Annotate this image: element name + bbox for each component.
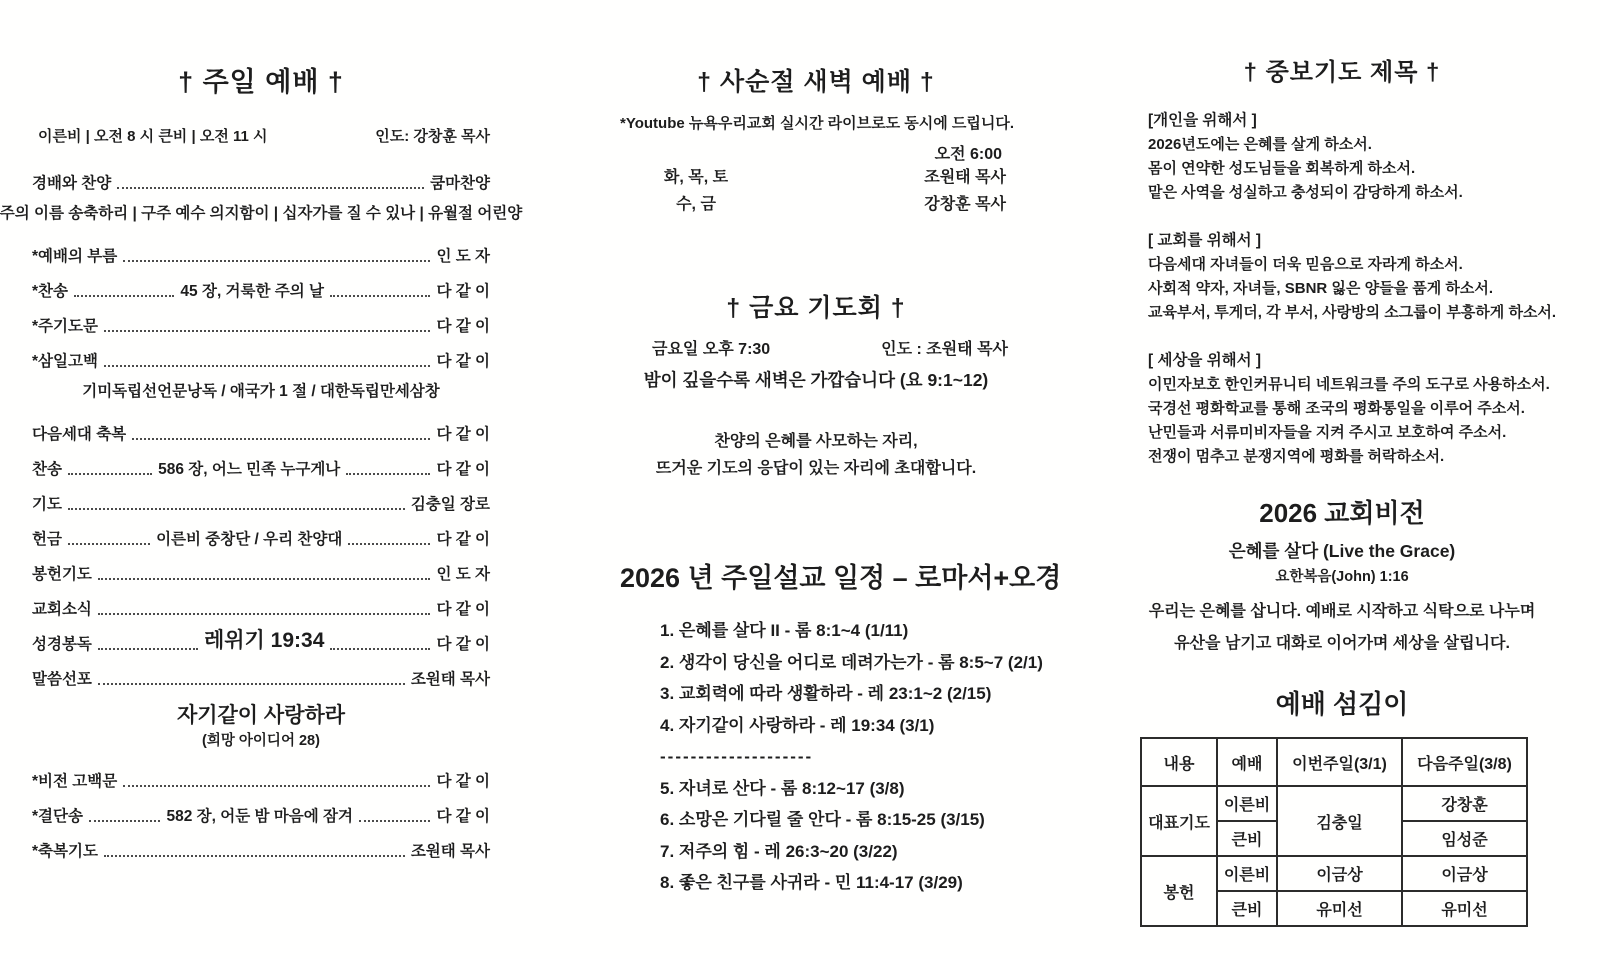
dotted-leader bbox=[123, 260, 430, 262]
sermon-item: 6. 소망은 기다릴 줄 안다 - 롬 8:15-25 (3/15) bbox=[660, 810, 985, 829]
dotted-leader bbox=[104, 330, 431, 332]
order-item bbox=[32, 409, 490, 444]
order-item-label: 성경봉독 bbox=[32, 636, 92, 653]
order-item-assignee: 다 같 이 bbox=[436, 426, 490, 443]
prayer-groups bbox=[1140, 109, 1557, 469]
worship-servers-section bbox=[1140, 684, 1544, 927]
cell-main-service: 큰비 bbox=[1217, 891, 1277, 926]
intercessory-prayer-section bbox=[1140, 52, 1557, 469]
sermon-item: 8. 좋은 친구를 사귀라 - 민 11:4-17 (3/29) bbox=[660, 873, 963, 892]
table-header-next-week: 다음주일(3/8) bbox=[1402, 738, 1527, 786]
friday-invite-line: 찬양의 은혜를 사모하는 자리, bbox=[714, 433, 918, 450]
order-item bbox=[32, 584, 490, 619]
table-header-content: 내용 bbox=[1141, 738, 1217, 786]
dotted-leader bbox=[89, 820, 161, 822]
dotted-leader bbox=[68, 473, 152, 475]
dotted-leader bbox=[132, 438, 430, 440]
sermon-schedule-title: 2026 년 주일설교 일정 – 로마서+오경 bbox=[620, 563, 1062, 593]
prayer-group bbox=[1140, 109, 1544, 205]
sermon-list bbox=[660, 615, 1043, 899]
order-item-assignee: 다 같 이 bbox=[436, 353, 490, 370]
church-vision-section bbox=[1140, 493, 1544, 660]
dawn-service-time: 오전 6:00 bbox=[934, 146, 1002, 163]
order-note: 기미독립선언문낭독 / 애국가 1 절 / 대한독립만세삼창 bbox=[82, 383, 440, 400]
order-item-assignee: 쿰마찬양 bbox=[430, 175, 490, 192]
order-item bbox=[32, 654, 490, 689]
sunday-worship-title: † 주일 예배 † bbox=[178, 67, 344, 97]
vision-line: 우리는 은혜를 삽니다. 예배로 시작하고 식탁으로 나누며 bbox=[1148, 603, 1536, 620]
cell-offering-label: 봉헌 bbox=[1141, 856, 1217, 926]
prayer-group-heading: [ 교회를 위해서 ] bbox=[1148, 232, 1262, 249]
prayer-group bbox=[1140, 349, 1550, 469]
prayer-line: 국경선 평화학교를 통해 조국의 평화통일을 이루어 주소서. bbox=[1148, 400, 1525, 417]
prayer-line: 사회적 약자, 자녀들, SBNR 잃은 양들을 품게 하소서. bbox=[1148, 280, 1493, 297]
table-header-row bbox=[1141, 738, 1527, 786]
order-item bbox=[32, 826, 490, 861]
dawn-schedule-row bbox=[620, 164, 1012, 191]
prayer-group-heading: [개인을 위해서 ] bbox=[1148, 112, 1257, 129]
order-item-assignee: 인 도 자 bbox=[436, 566, 490, 583]
cell-main-service: 큰비 bbox=[1217, 821, 1277, 856]
dawn-pastor: 강창훈 목사 bbox=[924, 196, 1006, 213]
friday-prayer-title: † 금요 기도회 † bbox=[726, 294, 906, 322]
order-item bbox=[32, 791, 490, 826]
dotted-leader bbox=[98, 648, 198, 650]
order-item-assignee: 다 같 이 bbox=[436, 773, 490, 790]
sermon-item: 2. 생각이 당신을 어디로 데려가는가 - 롬 8:5~7 (2/1) bbox=[660, 652, 1043, 672]
order-item-detail: 45 장, 거룩한 주의 날 bbox=[180, 283, 325, 300]
order-item bbox=[32, 619, 490, 654]
order-item-detail: 레위기 19:34 bbox=[203, 629, 325, 652]
dotted-leader bbox=[68, 543, 150, 545]
order-item bbox=[32, 549, 490, 584]
order-item-label: 교회소식 bbox=[32, 601, 92, 618]
cell-offering-next-main: 유미선 bbox=[1402, 891, 1527, 926]
order-item bbox=[32, 336, 490, 371]
dawn-schedule-row bbox=[620, 191, 1012, 218]
vision-line: 유산을 남기고 대화로 이어가며 세상을 살립니다. bbox=[1174, 635, 1510, 652]
order-item-assignee: 조원태 목사 bbox=[410, 843, 490, 860]
order-item-detail: 이른비 중창단 / 우리 찬양대 bbox=[156, 531, 343, 548]
dawn-pastor: 조원태 목사 bbox=[924, 169, 1006, 186]
cell-prayer-next-main: 임성준 bbox=[1402, 821, 1527, 856]
order-item-label: *비전 고백문 bbox=[32, 773, 118, 790]
order-item bbox=[32, 444, 490, 479]
vision-verse: 요한복음(John) 1:16 bbox=[1275, 569, 1409, 585]
table-row bbox=[1141, 786, 1527, 821]
order-item-assignee: 다 같 이 bbox=[436, 601, 490, 618]
dotted-leader bbox=[74, 295, 174, 297]
lent-dawn-service-section bbox=[620, 62, 1015, 218]
prayer-line: 몸이 연약한 성도님들을 회복하게 하소서. bbox=[1148, 160, 1416, 177]
service-times: 이른비 | 오전 8 시 큰비 | 오전 11 시 bbox=[38, 128, 268, 145]
cell-offering-next-early: 이금상 bbox=[1402, 856, 1527, 891]
order-item-label: 헌금 bbox=[32, 531, 62, 548]
order-item-detail: 582 장, 어둔 밤 마음에 잠겨 bbox=[166, 808, 353, 825]
order-item-label: 기도 bbox=[32, 496, 62, 513]
order-item-label: 찬송 bbox=[32, 461, 62, 478]
cell-prayer-this-week: 김충일 bbox=[1277, 786, 1402, 856]
servers-title: 예배 섬김이 bbox=[1275, 689, 1409, 719]
cell-early-service: 이른비 bbox=[1217, 856, 1277, 891]
sermon-item: 1. 은혜를 살다 II - 롬 8:1~4 (1/11) bbox=[660, 621, 909, 640]
friday-prayer-section bbox=[620, 288, 1012, 482]
sermon-item: 4. 자기같이 사랑하라 - 레 19:34 (3/1) bbox=[660, 715, 935, 735]
table-row bbox=[1141, 856, 1527, 891]
prayer-line: 이민자보호 한인커뮤니티 네트워크를 주의 도구로 사용하소서. bbox=[1148, 376, 1550, 393]
friday-leader: 인도 : 조원태 목사 bbox=[881, 341, 1008, 358]
order-item bbox=[32, 514, 490, 549]
servers-table bbox=[1140, 737, 1528, 927]
separator-dashes: -------------------- bbox=[660, 747, 814, 766]
table-header-service: 예배 bbox=[1217, 738, 1277, 786]
friday-time: 금요일 오후 7:30 bbox=[652, 341, 771, 358]
friday-theme: 밤이 깊을수록 새벽은 가깝습니다 (요 9:1~12) bbox=[643, 370, 989, 390]
dotted-leader bbox=[359, 820, 431, 822]
order-item-label: 봉헌기도 bbox=[32, 566, 92, 583]
order-item bbox=[32, 301, 490, 336]
prayer-line: 전쟁이 멈추고 분쟁지역에 평화를 허락하소서. bbox=[1148, 448, 1445, 465]
order-of-worship-list bbox=[0, 158, 523, 861]
dawn-schedule bbox=[620, 164, 1012, 218]
dotted-leader bbox=[68, 508, 405, 510]
friday-info-row bbox=[620, 336, 1012, 359]
dotted-leader bbox=[98, 578, 431, 580]
prayer-line: 2026년도에는 은혜를 살게 하소서. bbox=[1148, 136, 1372, 153]
dotted-leader bbox=[123, 785, 430, 787]
dotted-leader bbox=[330, 648, 430, 650]
service-info-row bbox=[38, 125, 490, 146]
sermon-title-heading: 자기같이 사랑하라 bbox=[176, 704, 346, 727]
dotted-leader bbox=[98, 683, 405, 685]
dotted-leader bbox=[330, 295, 430, 297]
order-item-assignee: 다 같 이 bbox=[436, 318, 490, 335]
order-item-assignee: 김충일 장로 bbox=[410, 496, 490, 513]
cell-early-service: 이른비 bbox=[1217, 786, 1277, 821]
order-item bbox=[32, 231, 490, 266]
order-item-detail: 586 장, 어느 민족 누구게나 bbox=[158, 461, 341, 478]
middle-column bbox=[620, 62, 1062, 899]
dotted-leader bbox=[117, 187, 424, 189]
service-leader: 인도: 강창훈 목사 bbox=[375, 128, 490, 145]
friday-invite-line: 뜨거운 기도의 응답이 있는 자리에 초대합니다. bbox=[655, 460, 977, 477]
vision-statement bbox=[1140, 596, 1544, 660]
dotted-leader bbox=[98, 613, 431, 615]
sermon-schedule-section bbox=[620, 556, 1062, 899]
order-item-assignee: 다 같 이 bbox=[436, 461, 490, 478]
dawn-days: 화, 목, 토 bbox=[663, 169, 729, 186]
order-item-label: 다음세대 축복 bbox=[32, 426, 127, 443]
order-note: 주의 이름 송축하리 | 구주 예수 의지함이 | 십자가를 질 수 있나 | 유월절 어린양 bbox=[0, 205, 523, 222]
order-item bbox=[32, 158, 490, 193]
order-item-assignee: 인 도 자 bbox=[436, 248, 490, 265]
cell-offering-this-main: 유미선 bbox=[1277, 891, 1402, 926]
order-item-label: *삼일고백 bbox=[32, 353, 98, 370]
order-item-assignee: 다 같 이 bbox=[436, 636, 491, 653]
order-item bbox=[32, 266, 490, 301]
order-item-assignee: 다 같 이 bbox=[436, 283, 490, 300]
youtube-live-note: *Youtube 뉴욕우리교회 실시간 라이브로도 동시에 드립니다. bbox=[620, 115, 1015, 132]
order-item-label: *주기도문 bbox=[32, 318, 98, 335]
dotted-leader bbox=[348, 543, 430, 545]
cell-prayer-next-early: 강창훈 bbox=[1402, 786, 1527, 821]
order-item-label: *예배의 부름 bbox=[32, 248, 118, 265]
prayer-line: 맡은 사역을 성실하고 충성되이 감당하게 하소서. bbox=[1148, 184, 1463, 201]
order-item-label: *찬송 bbox=[32, 283, 68, 300]
dawn-days: 수, 금 bbox=[676, 196, 716, 213]
prayer-line: 교육부서, 투게더, 각 부서, 사랑방의 소그룹이 부흥하게 하소서. bbox=[1148, 304, 1557, 321]
prayer-line: 난민들과 서류미비자들을 지켜 주시고 보호하여 주소서. bbox=[1148, 424, 1507, 441]
prayer-line: 다음세대 자녀들이 더욱 믿음으로 자라게 하소서. bbox=[1148, 256, 1463, 273]
order-item-assignee: 다 같 이 bbox=[436, 808, 490, 825]
prayer-group-heading: [ 세상을 위해서 ] bbox=[1148, 352, 1262, 369]
order-item bbox=[32, 479, 490, 514]
cell-prayer-label: 대표기도 bbox=[1141, 786, 1217, 856]
order-item-label: *결단송 bbox=[32, 808, 83, 825]
intercessory-prayer-title: † 중보기도 제목 † bbox=[1243, 59, 1441, 86]
sermon-item: 5. 자녀로 산다 - 롬 8:12~17 (3/8) bbox=[660, 778, 905, 798]
sermon-item: 3. 교회력에 따라 생활하라 - 레 23:1~2 (2/15) bbox=[660, 684, 992, 703]
dotted-leader bbox=[346, 473, 430, 475]
order-item-label: 경배와 찬양 bbox=[32, 175, 112, 192]
prayer-group bbox=[1140, 229, 1557, 325]
order-item-assignee: 조원태 목사 bbox=[410, 671, 490, 688]
table-header-this-week: 이번주일(3/1) bbox=[1277, 738, 1402, 786]
sermon-subtitle: (희망 아이디어 28) bbox=[202, 733, 320, 749]
order-item bbox=[32, 756, 490, 791]
vision-title: 2026 교회비전 bbox=[1259, 498, 1425, 528]
order-item-label: *축복기도 bbox=[32, 843, 98, 860]
cell-offering-this-early: 이금상 bbox=[1277, 856, 1402, 891]
order-item-label: 말씀선포 bbox=[32, 671, 92, 688]
dotted-leader bbox=[104, 365, 431, 367]
right-column bbox=[1140, 52, 1557, 927]
order-item-assignee: 다 같 이 bbox=[436, 531, 490, 548]
lent-dawn-service-title: † 사순절 새벽 예배 † bbox=[697, 68, 935, 96]
sunday-worship-section bbox=[0, 60, 523, 861]
vision-subtitle: 은혜를 살다 (Live the Grace) bbox=[1228, 541, 1456, 561]
dotted-leader bbox=[104, 855, 405, 857]
sermon-item: 7. 저주의 힘 - 레 26:3~20 (3/22) bbox=[660, 841, 898, 861]
